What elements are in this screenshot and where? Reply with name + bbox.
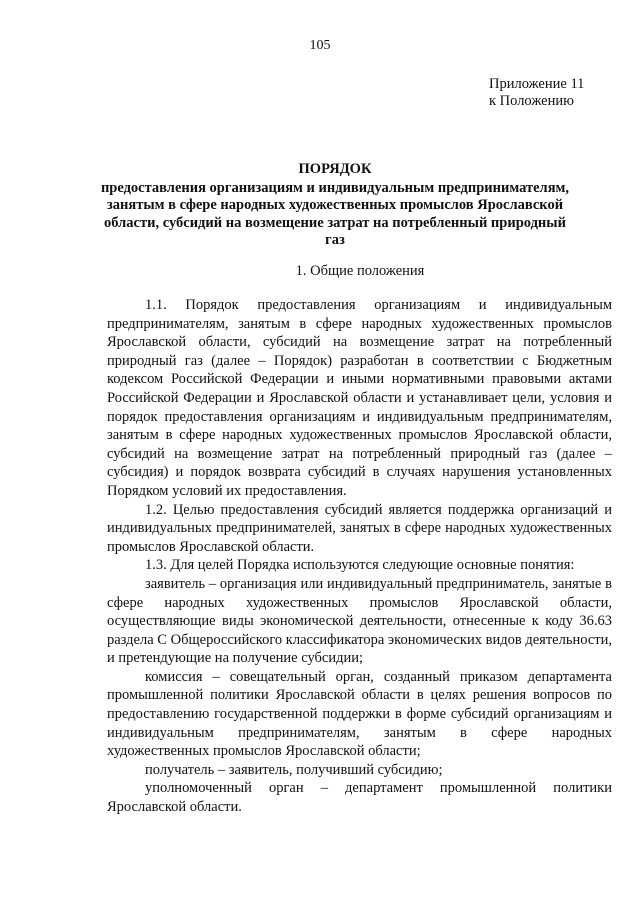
appendix-line-2: к Положению — [489, 93, 574, 109]
definition-recipient: получатель – заявитель, получивший субсидию; — [145, 761, 443, 778]
paragraph-1-3: 1.3. Для целей Порядка используются следующие основные понятия: — [145, 557, 575, 574]
appendix-reference — [489, 76, 584, 110]
appendix-line-1: Приложение 11 — [489, 76, 585, 92]
document-title — [100, 161, 570, 250]
definition-applicant: заявитель – организация или индивидуальный предприниматель, занятые в сфере народных художественных промыслов Ярославской области, осуществляющие виды экономической деятельности, отнесенные к коду 36.63 раздела С Общероссийского классификатора экономических видов деятельности, и претендующие на получение субсидии; — [107, 575, 612, 667]
section-body — [107, 296, 612, 817]
definition-commission: комиссия – совещательный орган, созданный приказом департамента промышленной политики Ярославской области в целях решения вопросов по предоставлению государственной поддержки в форме субсидий организациям и индивидуальным предпринимателям, занятым в сфере народных художественных промыслов Ярославской области; — [107, 668, 612, 760]
title-main: ПОРЯДОК — [298, 161, 372, 177]
definition-authorized-body: уполномоченный орган – департамент промышленной политики Ярославской области. — [107, 780, 612, 816]
paragraph-1-2: 1.2. Целью предоставления субсидий является поддержка организаций и индивидуальных предпринимателей, занятых в сфере народных художественных промыслов Ярославской области. — [107, 501, 612, 555]
paragraph-1-1: 1.1. Порядок предоставления организациям и индивидуальным предпринимателям, занятым в сфере народных художественных промыслов Ярославской области, субсидий на возмещение затрат на потребленный природный газ (далее – Порядок) разработан в соответствии с Бюджетным кодексом Российской Федерации и иными нормативными правовыми актами Российской Федерации и Ярославской области и устанавливает цели, условия и порядок предоставления организациям и индивидуальным предпринимателям, занятым в сфере народных художественных промыслов Ярославской области, субсидий на возмещение затрат на потребленный природный газ (далее – субсидия) и порядок возврата субсидий в случаях нарушения установленных Порядком условий их предоставления. — [107, 297, 612, 499]
title-subtitle: предоставления организациям и индивидуальным предпринимателям, занятым в сфере народных художественных промыслов Ярославской области, субсидий на возмещение затрат на потребленный природный газ — [100, 179, 570, 248]
page-number: 105 — [309, 38, 331, 53]
section-heading: 1. Общие положения — [295, 263, 425, 279]
